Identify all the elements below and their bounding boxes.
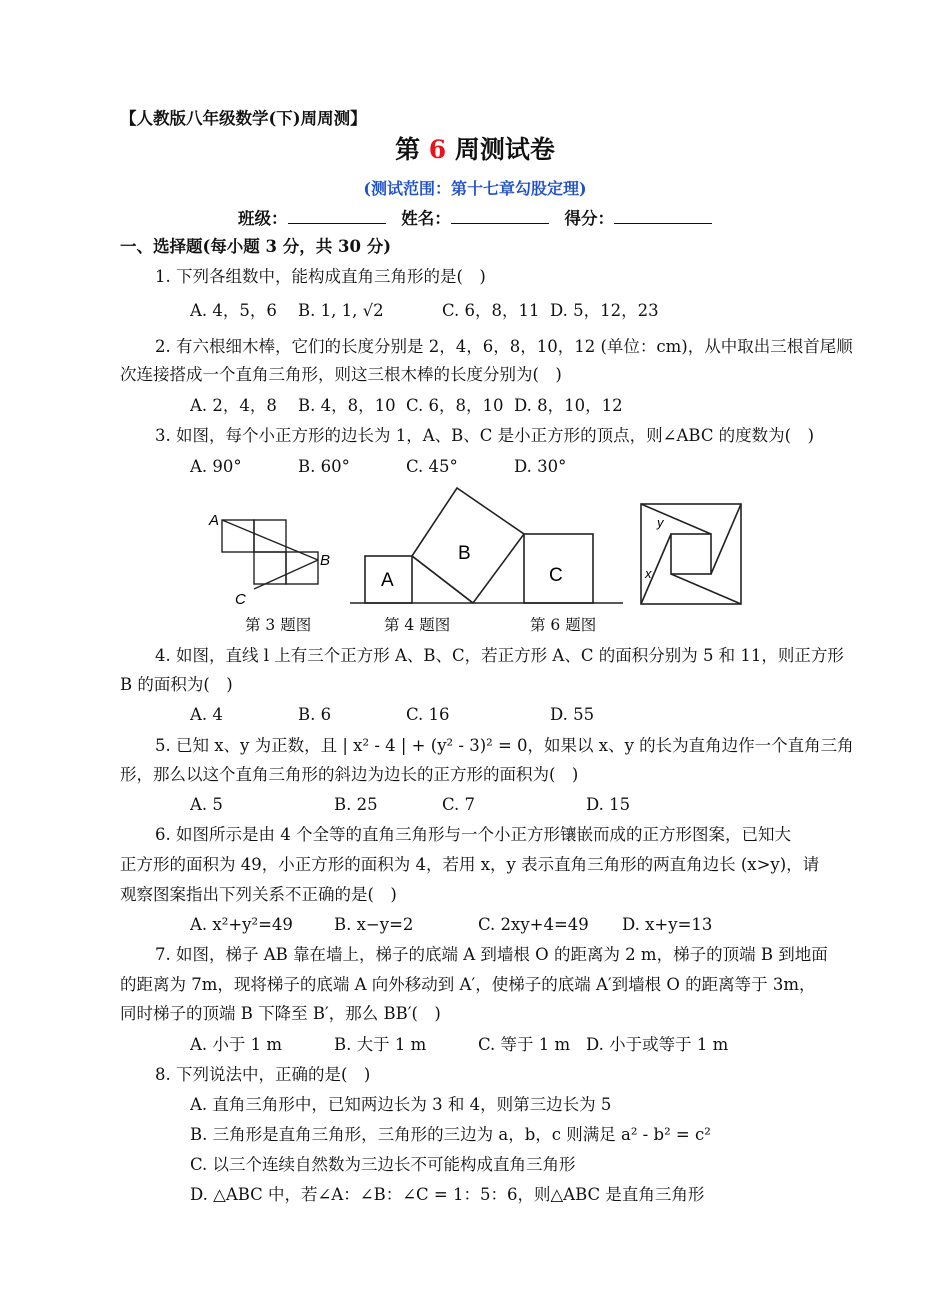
class-label: 班级： [238,209,288,228]
square-a-label: A [381,570,394,591]
grid-square [254,552,286,584]
figure-6-pinwheel [635,498,747,610]
question-8-option-c: C. 以三个连续自然数为三边长不可能构成直角三角形 [190,1155,576,1174]
question-8-option-a: A. 直角三角形中，已知两边长为 3 和 4，则第三边长为 5 [190,1095,612,1114]
title-prefix: 第 [395,135,429,164]
option-b [298,300,384,322]
option-a: A. 小于 1 m [190,1035,283,1054]
option-c: C. 2xy+4=49 [478,915,589,934]
option-d: D. 55 [550,705,595,724]
grid-square [222,520,254,552]
option-a: A. x²+y²=49 [190,915,293,934]
score-label: 得分： [564,209,614,228]
option-a: A. 2，4，8 [190,396,277,415]
option-d: D. x+y=13 [622,915,713,934]
option-b: B. 4，8，10 [298,396,396,415]
option-c: C. 16 [406,705,450,724]
option-a: A. 90° [190,457,242,476]
option-c: C. 等于 1 m [478,1035,571,1054]
score-blank [614,209,712,224]
option-d: D. 8，10，12 [514,396,623,415]
page-title [0,134,950,166]
option-b-text: B. 1, 1, [298,301,358,320]
test-scope: (测试范围：第十七章勾股定理) [363,179,587,198]
figure-3-grid [205,505,345,610]
label-y: y [657,515,664,530]
label-a: A [209,512,220,529]
question-4-line-1: 4. 如图，直线 l 上有三个正方形 A、B、C，若正方形 A、C 的面积分别为 5 和 11，则正方形 [155,646,844,665]
small-square [671,534,711,574]
sqrt-value: √2 [362,301,384,320]
question-6-line-2: 正方形的面积为 49，小正方形的面积为 4，若用 x，y 表示直角三角形的两直角边长 (x>y)，请 [120,855,820,874]
figure-6-caption: 第 6 题图 [530,616,597,634]
option-a: A. 5 [190,795,223,814]
option-c: C. 45° [406,457,458,476]
section-heading: 一、选择题(每小题 3 分，共 30 分) [120,237,392,256]
segment-ab [222,520,318,560]
option-b: B. 6 [298,705,332,724]
question-5-line-1: 5. 已知 x、y 为正数，且 | x² - 4 | + (y² - 3)² = 0，如果以 x、y 的长为直角边作一个直角三角 [155,736,854,755]
option-d: D. 30° [514,457,567,476]
figure-3-caption: 第 3 题图 [245,616,312,634]
option-a: A. 4 [190,705,223,724]
question-2-line-2: 次连接搭成一个直角三角形，则这三根木棒的长度分别为( ) [120,365,562,384]
square-b-label: B [458,543,471,564]
pinwheel-line [671,574,741,604]
option-a: A. 4，5，6 [190,301,277,320]
question-2-line-1: 2. 有六根细木棒，它们的长度分别是 2，4，6，8，10，12 (单位：cm)，从中取出三根首尾顺 [155,337,853,356]
pinwheel-line [641,504,711,534]
option-c: C. 6，8，10 [406,396,504,415]
series-header: 【人教版八年级数学(下)周周测】 [120,109,367,128]
option-d: D. 小于或等于 1 m [586,1035,729,1054]
option-c: C. 7 [442,795,476,814]
label-b: B [320,552,331,569]
question-7-line-3: 同时梯子的顶端 B 下降至 B′，那么 BB′( ) [120,1004,441,1023]
week-number: 6 [428,135,447,164]
option-b: B. 25 [334,795,378,814]
question-4-line-2: B 的面积为( ) [120,675,233,694]
class-blank [288,209,386,224]
label-x: x [645,566,652,581]
question-6-line-1: 6. 如图所示是由 4 个全等的直角三角形与一个小正方形镶嵌而成的正方形图案，已知大 [155,825,791,844]
question-7-line-2: 的距离为 7m，现将梯子的底端 A 向外移动到 A′，使梯子的底端 A′到墙根 O 的距离等于 3m， [120,975,816,994]
question-7-line-1: 7. 如图，梯子 AB 靠在墙上，梯子的底端 A 到墙根 O 的距离为 2 m，梯子的顶端 B 到地面 [155,945,828,964]
question-8-option-b: B. 三角形是直角三角形，三角形的三边为 a，b，c 则满足 a² - b² = c² [190,1125,711,1144]
figure-4-squares [345,485,625,610]
question-8-option-d: D. △ABC 中，若∠A：∠B：∠C = 1：5：6，则△ABC 是直角三角形 [190,1185,705,1204]
question-3-stem: 3. 如图，每个小正方形的边长为 1，A、B、C 是小正方形的顶点，则∠ABC 的度数为( ) [155,426,815,445]
square-c-label: C [549,565,563,586]
big-square [641,504,741,604]
title-suffix: 周测试卷 [446,135,555,164]
option-b: B. 60° [298,457,350,476]
name-label: 姓名： [401,209,451,228]
option-d: D. 15 [586,795,631,814]
option-b: B. x−y=2 [334,915,414,934]
option-d: D. 5，12，23 [550,301,659,320]
pinwheel-line [711,504,741,574]
student-info-row [0,208,950,230]
question-6-line-3: 观察图案指出下列关系不正确的是( ) [120,885,397,904]
figure-4-caption: 第 4 题图 [384,616,451,634]
question-8-stem: 8. 下列说法中，正确的是( ) [155,1065,371,1084]
name-blank [451,209,549,224]
question-5-line-2: 形，那么以这个直角三角形的斜边为边长的正方形的面积为( ) [120,765,579,784]
option-c: C. 6，8，11 [442,301,540,320]
question-1-stem: 1. 下列各组数中，能构成直角三角形的是( ) [155,267,486,286]
label-c: C [235,591,246,608]
option-b: B. 大于 1 m [334,1035,427,1054]
